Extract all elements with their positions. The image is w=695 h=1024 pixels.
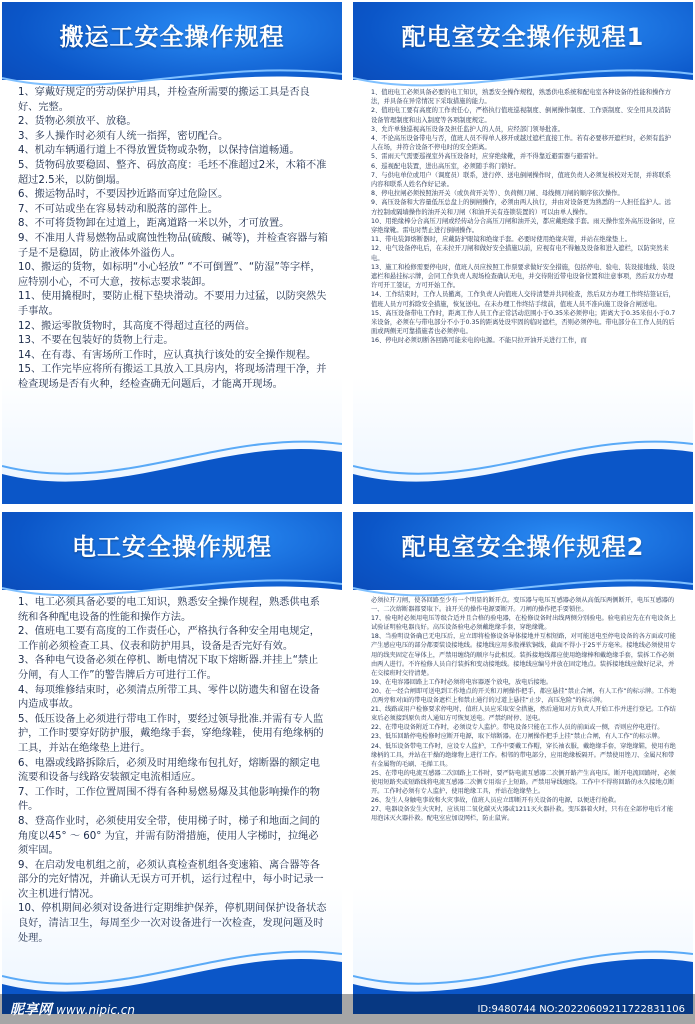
rule-item: 19、在电容器回路上工作时必须将电容器逐个放电，放电后接地。 [371,678,553,686]
rule-item: 12、电气设备停电后，在未拉开刀闸和做好安全措施以前，应视有电不得触及设备和进入遮栏，以防突然来电。 [371,245,669,262]
watermark-brand [10,999,135,1019]
rules-list [18,86,328,392]
rule-item: 25、在带电的电流互感器二次回路上工作时，要严防电流互感器二次侧开路产生高电压。断开电流回路时，必须使用短路夹或短路线将电流互感器二次侧专用端子上短路。严禁用导线缠绕。工作中不得将回路的永久接地点断开。工作时必须有专人监护，使用绝缘工具，并站在绝缘垫上。 [371,769,676,795]
rule-item: 2、货物必须放平、放稳。 [18,116,137,128]
rule-item: 5、低压设备上必须进行带电工作时，要经过领导批准.并需有专人监护，工作时要穿好防护服，戴绝缘手套，穿绝缘鞋，使用有绝缘柄的工具，并站在绝缘垫上进行。 [18,713,324,754]
rule-item: 必须拉开刀闸，使各回路至少有一个明显的断开点。变压器与电压互感器必须从高低压两侧断开，电压互感器的一、二次熔断器都要取下。油开关的操作电源要断开。刀闸的操作把手要锁住。 [371,597,675,614]
rule-item: 1、电工必须具备必要的电工知识，熟悉安全操作规程，熟悉供电系统和各种配电设备的性能和操作方法。 [18,597,320,623]
rule-item: 3、多人操作时必须有人统一指挥，密切配合。 [18,130,229,142]
rule-item: 1、值班电工必须具备必要的电工知识，熟悉安全操作规程，熟悉供电系统和配电室各种设备的性能和操作方法，并具备在异常情况下采取措施的能力。 [371,89,671,106]
rule-item: 3、各种电气设备必须在停机、断电情况下取下熔断器.并挂上“禁止分闸，有人工作”的警告牌后方可进行工作。 [18,655,319,681]
rule-item: 24、低压设备带电工作时，应设专人监护，工作中要戴工作帽，穿长袖衣服，戴绝缘手套，穿绝缘鞋，使用有绝缘柄的工具，并站在干燥的绝缘物上进行工作。相邻的带电部分，应用绝缘板隔开。严禁使用锉刀、金属尺和带有金属物的毛刷、毛掸工具。 [371,742,676,768]
rule-item: 8、登高作业时，必须使用安全带，使用梯子时，梯子和地面之间的角度以45° ～ 60° 为宜，并需有防滑措施，使用人字梯时，拉绳必须牢固。 [18,815,320,857]
rule-item: 10、搬运的货物，如标明“小心轻放” “不可倒置”、“防湿”等字样，应特别小心，不可大意，按标志要求装卸。 [18,262,321,288]
panel-distribution-room-safety-1 [353,2,693,504]
rule-item: 14、在有毒、有害场所工作时，应认真执行该处的安全操作规程。 [18,349,317,361]
rule-item: 7、不可站或坐在容易转动和脱落的部件上。 [18,203,219,215]
rules-list [18,596,328,946]
rule-item: 5、货物码放要稳固、整齐、码放高度：毛坯不准超过2米，木箱不准超过2.5米，以防倒塌。 [18,159,327,186]
watermark-bar [0,994,695,1024]
rule-item: 6、搬运物品时，不要因抄近路而穿过危险区。 [18,189,229,201]
panel-title: 搬运工安全操作规程 [59,22,285,51]
rule-item: 8、停电拉闸必须按照油开关（或负荷开关等）、负荷侧刀闸、母线侧刀闸的顺序依次操作。 [371,190,624,198]
rule-item: 9、高压设备和大容量低压总盘上的倒闸操作，必须由两人执行，并由对设备更为熟悉的一人担任监护人。远方控制或隔墙操作的油开关和刀闸（和油开关有连锁装置的）可以由单人操作。 [371,199,671,216]
rule-item: 13、不要在包装好的货物上行走。 [18,335,174,347]
rule-item: 9、在启动发电机组之前，必须认真检查机组各变速箱、离合器等各部分的完好情况，并确认无误方可开机，运行过程中，每小时记录一次主机进行情况。 [18,859,324,900]
panel-title: 电工安全操作规程 [72,532,272,561]
rule-item: 15、工作完毕应将所有搬运工具放入工具房内，将现场清理干净，并检查现场是否有火种，经检查确无问题后，才能离开现场。 [18,364,327,390]
panel-title: 配电室安全操作规程1 [401,22,645,51]
rules-list [371,596,677,823]
panel-porter-safety [2,2,342,504]
rule-item: 26、发生人身触电事故和火灾事故，值班人员应立即断开有关设备的电源，以便进行抢救。 [371,797,621,805]
rule-item: 7、与供电单位或用户（调度员）联系，进行停、送电倒闸操作时，值班负责人必须复核校对无误，并将联系内容和联系人姓名作好记录。 [371,171,671,189]
rules-list [371,88,677,346]
rule-item: 4、每项维修结束时，必须清点所带工具、零件以防遗失和留在设备内造成事故。 [18,684,320,711]
rule-item: 11、带电装卸熔断器时，应戴防护眼镜和绝缘手套。必要时使用绝缘夹钳，并站在绝缘垫上。 [371,236,631,244]
rule-item: 4、不论高压设备带电与否，值班人员不得单人移开或越过遮栏直接工作。若有必要移开遮栏时，必须有监护人在场，并符合设备不停电时的安全距离。 [371,135,671,152]
rule-item: 8、不可将货物卸在过道上，距离道路一米以外，才可放置。 [18,218,290,230]
rule-item: 1、穿戴好规定的劳动保护用具，并检查所需要的搬运工具是否良好、完整。 [18,87,310,113]
rule-item: 5、雷雨天气需要巡视室外高压设备时，应穿绝缘靴，并不得靠近避雷器与避雷针。 [371,153,602,161]
rule-item: 3、允许单独巡视高压设备及担任监护人的人员，应经部门领导批准。 [371,125,564,133]
rule-item: 17、验电时必须用电压等级合适并且合格的验电器，在检修设备时出线两侧分别验电。验电前应先在有电设备上试验证明验电器良好。高压设备验电必须戴绝缘手套，穿绝缘靴。 [371,615,676,632]
rule-item: 2、值班电工要有高度的工作责任心，严格执行值班巡视制度、倒闸操作制度、工作票制度、安全用具及消防设备管理制度和出入制度等各项制度规定。 [371,107,671,124]
rule-item: 18、当验明设备确已无电压后，应立即将检修设备导体接地并互相短路，对可能送电至停电设备的各方面或可能产生感应电压的部分都要装设接地线。接地线应用多股裸软铜线，截面不得小于25平方毫米。接地线必须使用专用的线夹固定在导体上，严禁用缠绕的顺序与此相反。装拆接地线都应使用绝缘棒和戴绝缘手套，装拆工作必须由两人进行。不许检修人员自行装拆和变动接地线。接地线应编号并放在固定地点。装拆接地线应做好记录，并在交接班时交待清楚。 [371,633,676,677]
panel-title: 配电室安全操作规程2 [401,532,645,561]
panel-electrician-safety [2,512,342,1014]
footer-wave-decoration [353,434,693,504]
rule-item: 15、高压设备带电工作时，距离工作人员工作正常活动范围小于0.35米必须停电；距离大于0.35米但小于0.7米设备，必须在与带电部分不小于0.35的距离处设牢固的临时遮栏，否则必须停电。带电部分在工作人员的后面或两侧无可靠措施者也必须停电。 [371,309,676,336]
rule-item: 13、施工和检修需要停电时，值班人员应按照工作票要求做好安全措施，包括停电、验电、装设接地线、装设遮栏和悬挂标示牌，会同工作负责人现场检查确认无电，并交待附近带电设备位置和注意事项，然后双方办理许可开工签证，方可开始工作。 [371,263,675,290]
watermark-url: www.nipic.cn [56,1003,135,1017]
rule-item: 10、用绝缘棒分合高压刀闸或经传动分合高压刀闸和油开关，都应戴绝缘手套。雨天操作室外高压设备时，应穿绝缘靴。雷电时禁止进行倒闸操作。 [371,217,675,235]
rule-item: 7、工作时，工作位置周围不得有各种易燃易爆及其他影响操作的物件。 [18,786,320,813]
rule-item: 21、线路或用户检修要求停电时，值班人员应采取安全措施，然后通知对方负责人开始工作并进行登记。工作结束后必须接到原负责人通知方可恢复送电。严禁约时停、送电。 [371,706,676,723]
rule-item: 12、搬运零散货物时，其高度不得超过直径的两倍。 [18,320,256,332]
rule-item: 2、值班电工要有高度的工作责任心，严格执行各种安全用电规定，工作前必须检查工具、仪表和防护用具，设备是否完好有效。 [18,626,320,652]
rule-item: 6、巡视配电装置，进出高压室，必须随手将门锁好。 [371,162,520,170]
rule-item: 4、机动车辆通行道上不得放置货物或杂物，以保持信道畅通。 [18,145,300,157]
watermark-id: ID:9480744 NO:20220609211722831106 [477,1003,685,1015]
watermark-brand-name: 昵享网 [10,1002,52,1018]
rule-item: 27、电器设备发生火灾时，应该用二氧化碳灭火器或1211灭火器扑救。变压器着火时，只有在全部停电后才能用泡沫灭火器扑救。配电室应加设网栏，防止鼠害。 [371,806,674,823]
rule-item: 10、停机期间必须对设备进行定期维护保养，停机期间保护设备状态良好，清洁卫生，每周至少一次对设备进行一次检查，发现问题及时处理。 [18,903,327,944]
rule-item: 16、停电时必须切断各回路可能来电的电源。不能只拉开油开关进行工作，而 [371,337,587,345]
panel-distribution-room-safety-2 [353,512,693,1014]
rule-item: 11、使用撬棍时，要防止棍下垫块滑动。不要用力过猛，以防突然失手事故。 [18,291,327,317]
rule-item: 20、在一经合闸即可送电到工作地点的开关和刀闸操作把手，都应悬挂“禁止合闸，有人工作”的标示牌。工作地点两旁和对面的带电设备遮栏上和禁止通行的过道上悬挂“止步，高压危险”的标示牌。 [371,687,677,705]
rule-item: 6、电器或线路拆除后，必须及时用绝缘布包扎好，熔断器的额定电流要和设备与线路安装额定电流相适应。 [18,757,320,784]
footer-wave-decoration [2,434,342,504]
rule-item: 9、不准用人背易燃物品或腐蚀性物品(硫酸、碱等)，并检查容器与箱子是不是稳固，防止液体外溢伤人。 [18,232,328,259]
rule-item: 23、低压回路停电检修时应断开电源，取下熔断器。在刀闸操作把手上挂“禁止合闸，有人工作”的标示牌。 [371,733,664,741]
rule-item: 22、在带电设备附近工作时，必须设专人监护。带电设备只能在工作人员的前面或一侧，否则应停电进行。 [371,724,664,732]
rule-item: 14、工作结束时，工作人员撤离，工作负责人向值班人交待清楚并共同检查，然后双方办理工作终结签证后，值班人员方可拆除安全措施，恢复送电。在未办理工作终结手续前，值班人员不准向施工设备合闸送电。 [371,291,675,308]
